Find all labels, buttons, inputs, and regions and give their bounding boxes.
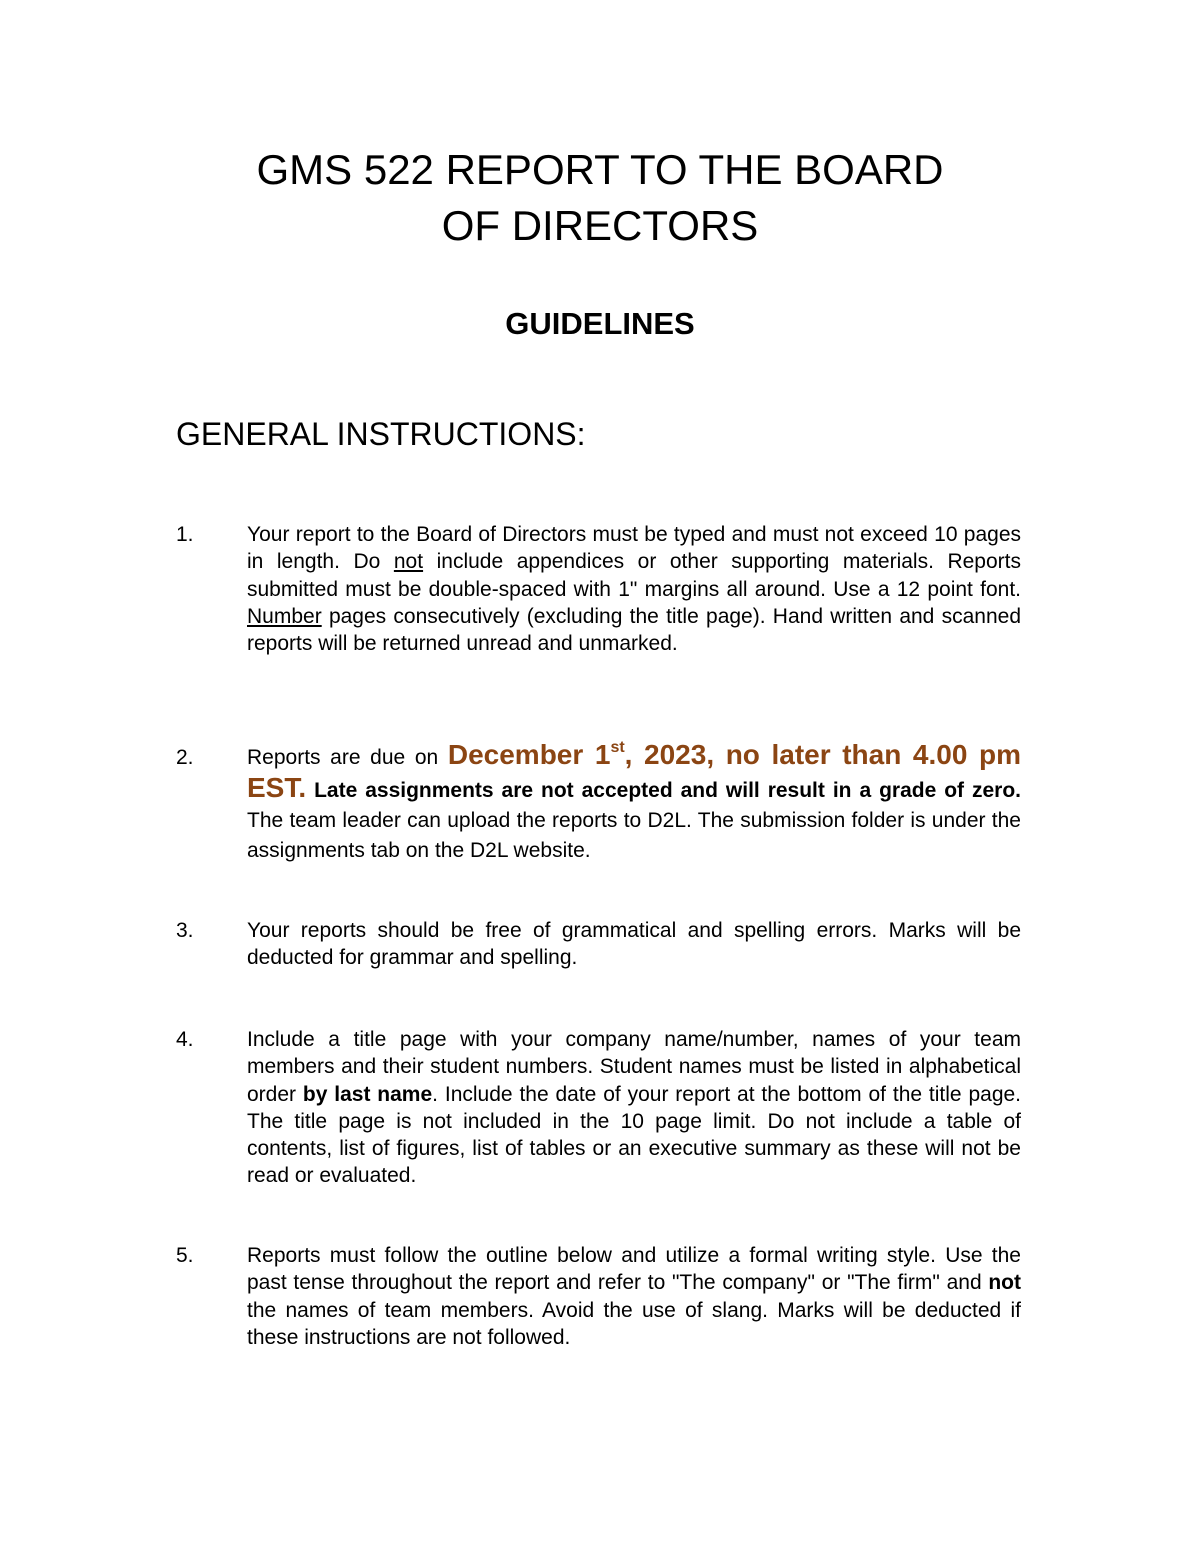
document-subtitle: GUIDELINES [505,306,695,341]
text-segment: Reports must follow the outline below and utilize a formal writing style. Use the past tense throughout the report and refer to "The company" or "The firm" and [247,1244,1021,1295]
text-segment: the names of team members. Avoid the use of slang. Marks will be deducted if these instructions are not followed. [247,1298,1021,1349]
document-title-line-1: GMS 522 REPORT TO THE BOARD [256,146,944,193]
text-segment: . Include the date of your report at the bottom of the title page. The title page is not included in the 10 page limit. Do not include a table of contents, list of figures, list of tables or an executive summary as these will not be read or evaluated. [247,1082,1022,1188]
list-item-number: 4. [176,1028,194,1051]
text-segment: pages consecutively (excluding the title page). Hand written and scanned reports will be returned unread and unmarked. [247,604,1021,656]
text-segment: Your reports should be free of grammatical and spelling errors. Marks will be deducted for grammar and spelling. [247,919,1021,970]
underlined-text: not [393,550,424,574]
list-item-number: 2. [176,746,194,769]
list-item-text [247,917,1021,972]
text-segment: Your report to the Board of Directors must be typed and must not exceed 10 pages in length. Do [247,523,1021,574]
text-segment: Reports are due on [247,746,448,769]
list-item-text [247,1026,1021,1190]
bold-text: Late assignments are not accepted and will result in a grade of zero. [306,779,1021,802]
list-item-number: 1. [176,523,194,546]
bold-text: not [988,1271,1021,1295]
list-item-number: 3. [176,919,194,942]
text-segment: Include a title page with your company name/number, names of your team members and their student numbers. Student names must be listed in alphabetical order [247,1028,1021,1106]
list-item-text [247,521,1021,657]
due-date-ordinal: st [610,739,625,756]
list-item-text [247,1242,1021,1351]
list-item-number: 5. [176,1244,194,1267]
document-title-line-2: OF DIRECTORS [441,202,759,249]
due-date-text: , 2023, no later than 4.00 pm EST. [247,739,1021,803]
section-heading: GENERAL INSTRUCTIONS: [176,416,586,452]
text-segment: The team leader can upload the reports to D2L. The submission folder is under the assignments tab on the D2L website. [247,809,1021,862]
due-date-text: December 1 [447,739,611,770]
list-item-text [247,740,1021,866]
text-segment: include appendices or other supporting materials. Reports submitted must be double-spaced with 1" margins all around. Use a 12 point font. [247,550,1021,601]
bold-text: by last name [302,1082,433,1106]
underlined-text: Number [247,604,322,628]
